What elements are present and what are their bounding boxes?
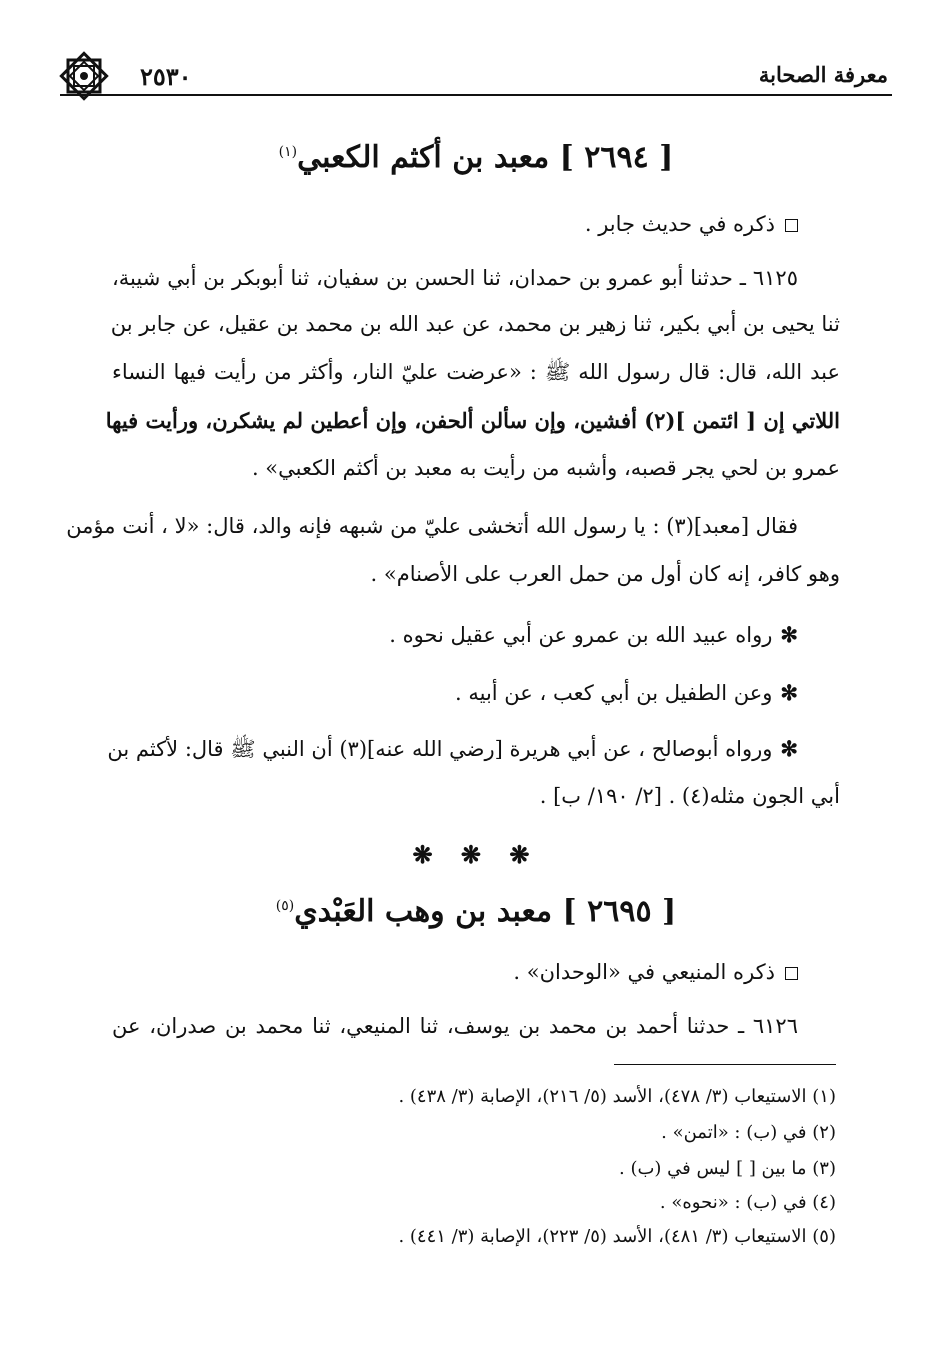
- ornament-icon: [56, 48, 112, 104]
- entry-title: [60, 894, 892, 929]
- footnote: (١) الاستيعاب (٣/ ٤٧٨)، الأسد (٥/ ٢١٦)، الإصابة (٣/ ٤٣٨) .: [398, 1086, 836, 1107]
- hadith-line: عبد الله، قال: قال رسول الله ﷺ : «عرضت عليّ النار، وأكثر من رأيت فيها النساء: [112, 360, 840, 384]
- entry-title: [60, 140, 892, 175]
- narration-note-line: أبي الجون مثله(٤) . [٢/ ١٩٠/ ب] .: [539, 784, 840, 808]
- asterisk-icon: ✻: [780, 622, 798, 647]
- section-separator: ❋ ❋ ❋: [412, 840, 540, 869]
- square-bullet-icon: [785, 967, 798, 980]
- header-rule: [60, 94, 892, 96]
- hadith-line: اللاتي إن [ ائتمن ](٢) أفشين، وإن سألن ألحفن، وإن أعطين لم يشكرن، ورأيت فيها: [105, 408, 840, 433]
- title-footnote-ref: (١): [278, 144, 298, 160]
- narration-note: [110, 682, 798, 704]
- footnote: (٢) في (ب) : «اتمن» .: [661, 1122, 836, 1143]
- square-bullet-icon: [785, 219, 798, 232]
- dialogue-line: فقال [معبد](٣) : يا رسول الله أتخشى عليّ من شبهه فإنه والد، قال: «لا ، أنت مؤمن: [66, 514, 798, 538]
- footnote: (٣) ما بين [ ] ليس في (ب) .: [619, 1158, 836, 1179]
- mention-line: [110, 214, 798, 235]
- running-header: [60, 56, 892, 102]
- entry-title-text: [ ٢٦٩٥ ] معبد بن وهب العَبْدي: [294, 894, 677, 929]
- entry-title-text: [ ٢٦٩٤ ] معبد بن أكثم الكعبي: [297, 140, 674, 175]
- narration-note-text: وعن الطفيل بن أبي كعب ، عن أبيه .: [455, 681, 773, 705]
- hadith-line: ٦١٢٥ ـ حدثنا أبو عمرو بن حمدان، ثنا الحسن بن سفيان، ثنا أبوبكر بن أبي شيبة،: [112, 266, 798, 290]
- narration-note: [107, 736, 798, 761]
- mention-text: ذكره المنيعي في «الوحدان» .: [513, 960, 775, 984]
- narration-note-text: رواه عبيد الله بن عمرو عن أبي عقيل نحوه .: [389, 623, 773, 647]
- book-title: معرفة الصحابة: [758, 62, 888, 87]
- footnote-rule: [614, 1064, 836, 1065]
- footnote: (٤) في (ب) : «نحوه» .: [659, 1192, 836, 1213]
- mention-line: [110, 962, 798, 983]
- title-footnote-ref: (٥): [275, 898, 295, 914]
- page-number: ٢٥٣٠: [140, 62, 192, 91]
- narration-note: [110, 624, 798, 646]
- dialogue-line: وهو كافر، إنه كان أول من حمل العرب على الأصنام» .: [370, 562, 840, 586]
- hadith-line: ٦١٢٦ ـ حدثنا أحمد بن محمد بن يوسف، ثنا المنيعي، ثنا محمد بن صدران، عن: [112, 1014, 798, 1038]
- asterisk-icon: ✻: [780, 680, 798, 705]
- hadith-line: ثنا يحيى بن أبي بكير، ثنا زهير بن محمد، عن عبد الله بن محمد بن عقيل، عن جابر بن: [110, 312, 840, 336]
- narration-note-text: ورواه أبوصالح ، عن أبي هريرة [رضي الله عنه](٣) أن النبي ﷺ قال: لأكثم بن: [107, 737, 773, 761]
- hadith-line: عمرو بن لحي يجر قصبه، وأشبه من رأيت به معبد بن أكثم الكعبي» .: [251, 456, 840, 480]
- mention-text: ذكره في حديث جابر .: [584, 212, 775, 236]
- asterisk-icon: ✻: [780, 736, 798, 761]
- footnote: (٥) الاستيعاب (٣/ ٤٨١)، الأسد (٥/ ٢٢٣)، الإصابة (٣/ ٤٤١) .: [398, 1226, 836, 1247]
